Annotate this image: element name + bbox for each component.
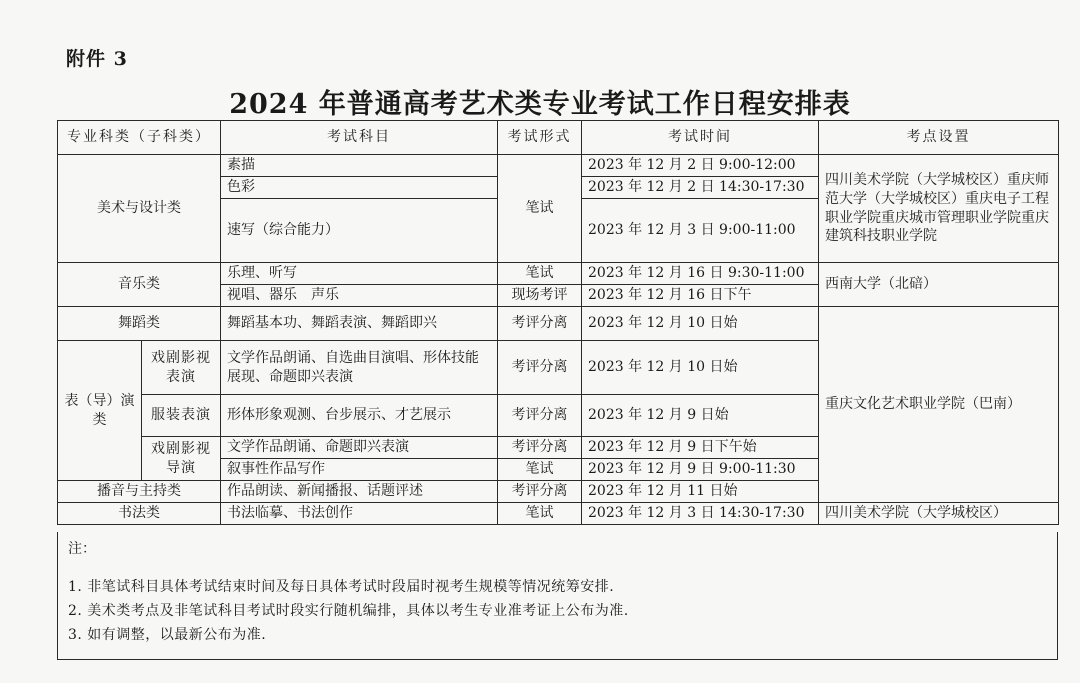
subcategory-cell: 戏剧影视导演 <box>142 437 221 481</box>
subject-cell: 文学作品朗诵、自选曲目演唱、形体技能展现、命题即兴表演 <box>221 341 498 395</box>
category-broadcast: 播音与主持类 <box>58 481 221 503</box>
time-cell: 2023 年 12 月 16 日 9:30-11:00 <box>582 263 819 285</box>
notes-box <box>57 532 1058 660</box>
category-calligraphy: 书法类 <box>58 503 221 525</box>
table-row <box>58 307 1059 341</box>
subcategory-cell: 戏剧影视表演 <box>142 341 221 395</box>
subject-cell: 作品朗读、新闻播报、话题评述 <box>221 481 498 503</box>
time-cell: 2023 年 12 月 10 日始 <box>582 307 819 341</box>
note-item: 3. 如有调整，以最新公布为准. <box>68 627 267 643</box>
subject-cell: 速写（综合能力） <box>221 199 498 263</box>
header-category: 专业科类（子科类） <box>58 121 221 155</box>
subject-cell: 乐理、听写 <box>221 263 498 285</box>
table-row <box>58 155 1059 177</box>
note-item: 2. 美术类考点及非笔试科目考试时段实行随机编排，具体以考生专业准考证上公布为准. <box>68 603 629 619</box>
form-cell: 笔试 <box>498 263 582 285</box>
subject-cell: 叙事性作品写作 <box>221 459 498 481</box>
time-cell: 2023 年 12 月 3 日 14:30-17:30 <box>582 503 819 525</box>
time-cell: 2023 年 12 月 9 日下午始 <box>582 437 819 459</box>
category-dance: 舞蹈类 <box>58 307 221 341</box>
form-cell: 考评分离 <box>498 307 582 341</box>
subject-cell: 书法临摹、书法创作 <box>221 503 498 525</box>
time-cell: 2023 年 12 月 9 日 9:00-11:30 <box>582 459 819 481</box>
header-venue: 考点设置 <box>819 121 1059 155</box>
time-cell: 2023 年 12 月 16 日下午 <box>582 285 819 307</box>
venue-music: 西南大学（北碚） <box>819 263 1059 307</box>
category-performance: 表（导）演类 <box>58 341 142 481</box>
subject-cell: 文学作品朗诵、命题即兴表演 <box>221 437 498 459</box>
time-cell: 2023 年 12 月 2 日 14:30-17:30 <box>582 177 819 199</box>
venue-art: 四川美术学院（大学城校区）重庆师范大学（大学城校区）重庆电子工程职业学院重庆城市管理职业学院重庆建筑科技职业学院 <box>819 155 1059 263</box>
form-cell: 笔试 <box>498 459 582 481</box>
form-cell: 考评分离 <box>498 395 582 437</box>
category-art: 美术与设计类 <box>58 155 221 263</box>
form-cell: 考评分离 <box>498 437 582 459</box>
category-music: 音乐类 <box>58 263 221 307</box>
form-cell: 笔试 <box>498 155 582 263</box>
header-form: 考试形式 <box>498 121 582 155</box>
time-cell: 2023 年 12 月 3 日 9:00-11:00 <box>582 199 819 263</box>
header-time: 考试时间 <box>582 121 819 155</box>
document-title: 2024 年普通高考艺术类专业考试工作日程安排表 <box>229 89 851 120</box>
form-cell: 笔试 <box>498 503 582 525</box>
form-cell: 现场考评 <box>498 285 582 307</box>
note-item: 1. 非笔试科目具体考试结束时间及每日具体考试时段届时视考生规模等情况统筹安排. <box>68 579 615 595</box>
time-cell: 2023 年 12 月 11 日始 <box>582 481 819 503</box>
subject-cell: 舞蹈基本功、舞蹈表演、舞蹈即兴 <box>221 307 498 341</box>
time-cell: 2023 年 12 月 9 日始 <box>582 395 819 437</box>
subcategory-cell: 服装表演 <box>142 395 221 437</box>
header-subject: 考试科目 <box>221 121 498 155</box>
time-cell: 2023 年 12 月 2 日 9:00-12:00 <box>582 155 819 177</box>
table-row <box>58 263 1059 285</box>
subject-cell: 视唱、器乐 声乐 <box>221 285 498 307</box>
notes-title: 注： <box>68 541 96 557</box>
venue-calligraphy: 四川美术学院（大学城校区） <box>819 503 1059 525</box>
table-row <box>58 503 1059 525</box>
subject-cell: 色彩 <box>221 177 498 199</box>
schedule-table <box>57 120 1059 525</box>
subject-cell: 形体形象观测、台步展示、才艺展示 <box>221 395 498 437</box>
attachment-label: 附件 3 <box>66 48 128 70</box>
form-cell: 考评分离 <box>498 341 582 395</box>
subject-cell: 素描 <box>221 155 498 177</box>
form-cell: 考评分离 <box>498 481 582 503</box>
venue-performance: 重庆文化艺术职业学院（巴南） <box>819 307 1059 503</box>
table-header-row <box>58 121 1059 155</box>
time-cell: 2023 年 12 月 10 日始 <box>582 341 819 395</box>
